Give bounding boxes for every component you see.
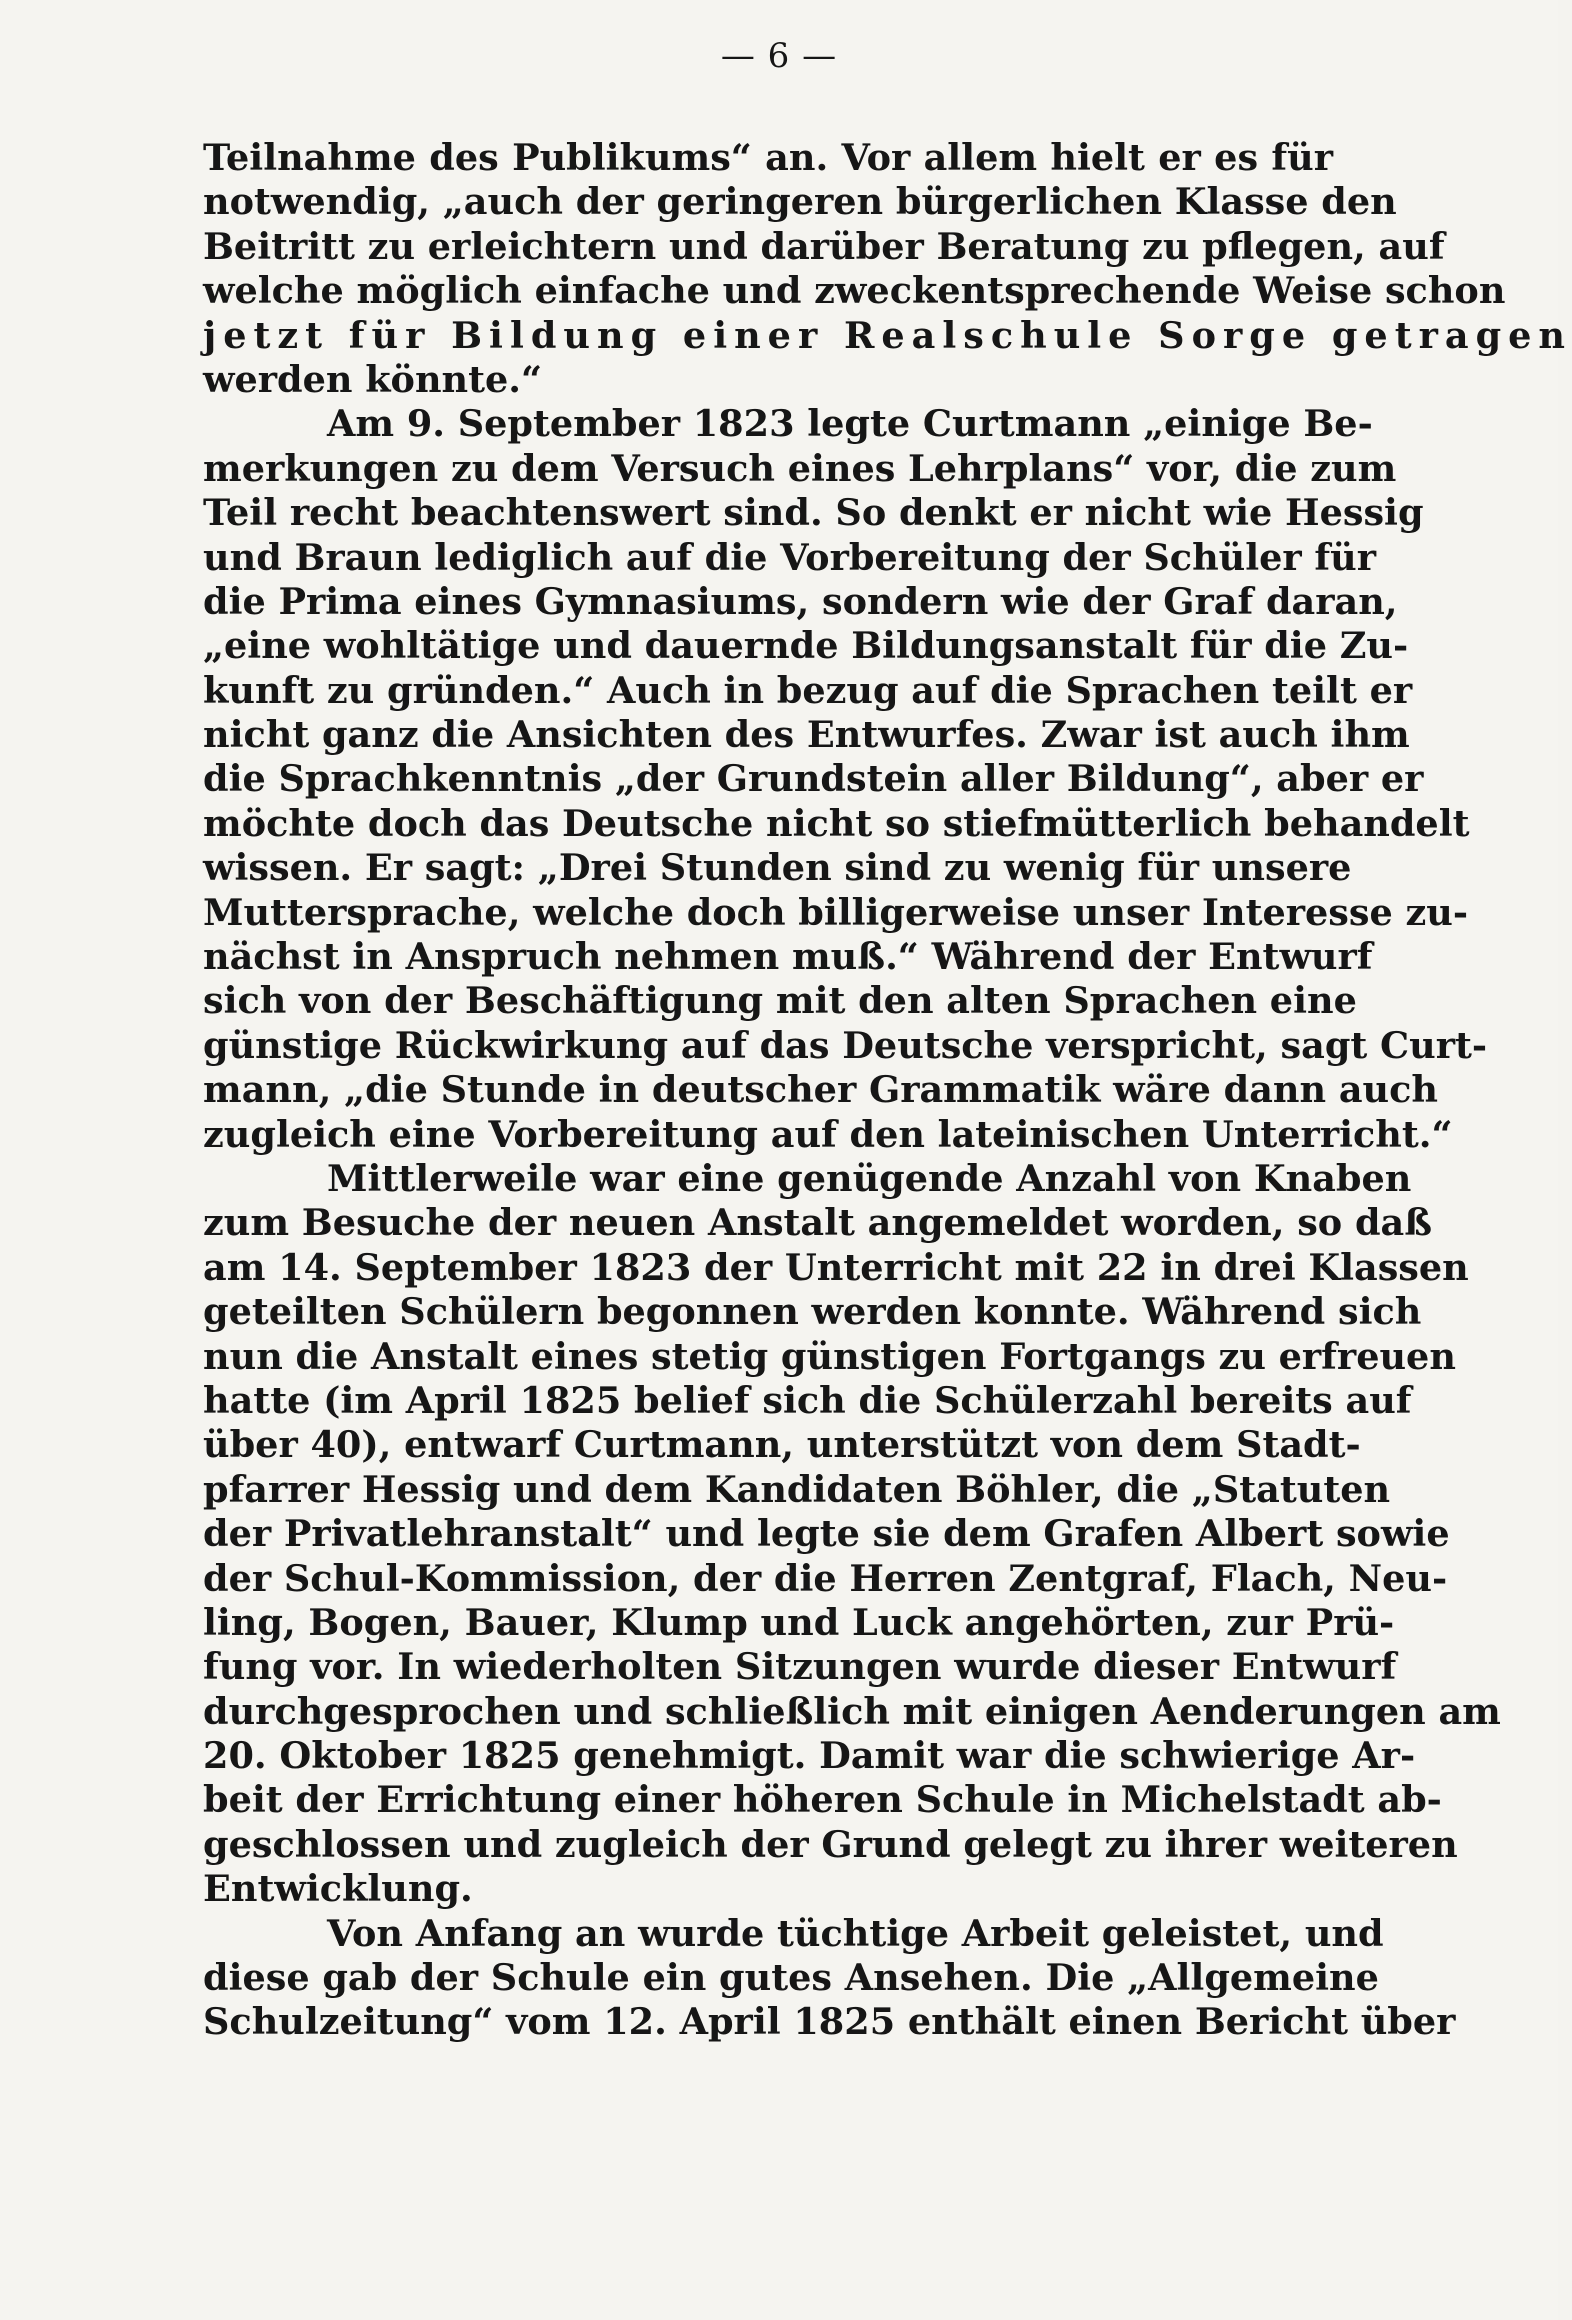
text-line: Teil recht beachtenswert sind. So denkt er nicht wie Hessig xyxy=(203,491,1424,535)
text-line: fung vor. In wiederholten Sitzungen wurde dieser Entwurf xyxy=(203,1645,1397,1689)
text-line: sich von der Beschäftigung mit den alten Sprachen eine xyxy=(203,979,1357,1023)
page-number: — 6 — xyxy=(720,36,838,76)
text-line: werden könnte.“ xyxy=(203,357,543,401)
text-line: nun die Anstalt eines stetig günstigen Fortgangs zu erfreuen xyxy=(203,1334,1456,1378)
text-line: Beitritt zu erleichtern und darüber Beratung zu pflegen, auf xyxy=(203,224,1445,268)
text-line: und Braun lediglich auf die Vorbereitung der Schüler für xyxy=(203,535,1377,579)
text-line: wissen. Er sagt: „Drei Stunden sind zu wenig für unsere xyxy=(203,846,1352,890)
text-line: diese gab der Schule ein gutes Ansehen. Die „Allgemeine xyxy=(203,1956,1379,2000)
text-line: Am 9. September 1823 legte Curtmann „einige Be- xyxy=(327,402,1373,446)
text-line: am 14. September 1823 der Unterricht mit 22 in drei Klassen xyxy=(203,1245,1469,1289)
text-line: nicht ganz die Ansichten des Entwurfes. Zwar ist auch ihm xyxy=(203,713,1410,757)
text-line: zugleich eine Vorbereitung auf den lateinischen Unterricht.“ xyxy=(203,1112,1453,1156)
text-line: zum Besuche der neuen Anstalt angemeldet worden, so daß xyxy=(203,1201,1433,1245)
text-line: der Privatlehranstalt“ und legte sie dem Grafen Albert sowie xyxy=(203,1512,1450,1556)
text-line: nächst in Anspruch nehmen muß.“ Während der Entwurf xyxy=(203,935,1373,979)
text-line: geschlossen und zugleich der Grund gelegt zu ihrer weiteren xyxy=(203,1822,1458,1866)
text-line: notwendig, „auch der geringeren bürgerlichen Klasse den xyxy=(203,180,1397,224)
text-line: Mittlerweile war eine genügende Anzahl von Knaben xyxy=(327,1156,1412,1200)
text-line: Schulzeitung“ vom 12. April 1825 enthält einen Bericht über xyxy=(203,2000,1456,2044)
paragraph xyxy=(203,1911,1456,2045)
text-line: Von Anfang an wurde tüchtige Arbeit geleistet, und xyxy=(327,1911,1384,1955)
text-line: hatte (im April 1825 belief sich die Schülerzahl bereits auf xyxy=(203,1378,1412,1422)
text-line: beit der Errichtung einer höheren Schule in Michelstadt ab- xyxy=(203,1778,1442,1822)
text-line: über 40), entwarf Curtmann, unterstützt von dem Stadt- xyxy=(203,1423,1361,1467)
body-text xyxy=(203,136,1572,2045)
text-line: ling, Bogen, Bauer, Klump und Luck angehörten, zur Prü- xyxy=(203,1600,1395,1644)
text-line: merkungen zu dem Versuch eines Lehrplans“ vor, die zum xyxy=(203,446,1397,490)
text-line: der Schul-Kommission, der die Herren Zentgraf, Flach, Neu- xyxy=(203,1556,1448,1600)
text-line: pfarrer Hessig und dem Kandidaten Böhler, die „Statuten xyxy=(203,1467,1391,1511)
text-line: die Prima eines Gymnasiums, sondern wie der Graf daran, xyxy=(203,579,1398,623)
text-line: mann, „die Stunde in deutscher Grammatik wäre dann auch xyxy=(203,1068,1438,1112)
paragraph xyxy=(203,136,1572,402)
paragraph xyxy=(203,1156,1501,1912)
text-line: günstige Rückwirkung auf das Deutsche verspricht, sagt Curt- xyxy=(203,1023,1488,1067)
text-line: Muttersprache, welche doch billigerweise unser Interesse zu- xyxy=(203,890,1469,934)
text-line: kunft zu gründen.“ Auch in bezug auf die Sprachen teilt er xyxy=(203,668,1413,712)
text-line: Teilnahme des Publikums“ an. Vor allem hielt er es für xyxy=(203,136,1333,179)
text-line: 20. Oktober 1825 genehmigt. Damit war die schwierige Ar- xyxy=(203,1734,1416,1778)
text-line: Entwicklung. xyxy=(203,1867,473,1911)
paragraph xyxy=(203,402,1488,1157)
text-line: möchte doch das Deutsche nicht so stiefmütterlich behandelt xyxy=(203,801,1470,845)
text-line: durchgesprochen und schließlich mit einigen Aenderungen am xyxy=(203,1689,1501,1733)
text-line: welche möglich einfache und zweckentsprechende Weise schon xyxy=(203,269,1506,313)
text-line: „eine wohltätige und dauernde Bildungsanstalt für die Zu- xyxy=(203,624,1409,668)
text-line: die Sprachkenntnis „der Grundstein aller Bildung“, aber er xyxy=(203,757,1424,801)
text-line: jetzt für Bildung einer Realschule Sorge getragen xyxy=(203,313,1572,357)
text-line: geteilten Schülern begonnen werden konnte. Während sich xyxy=(203,1290,1422,1334)
